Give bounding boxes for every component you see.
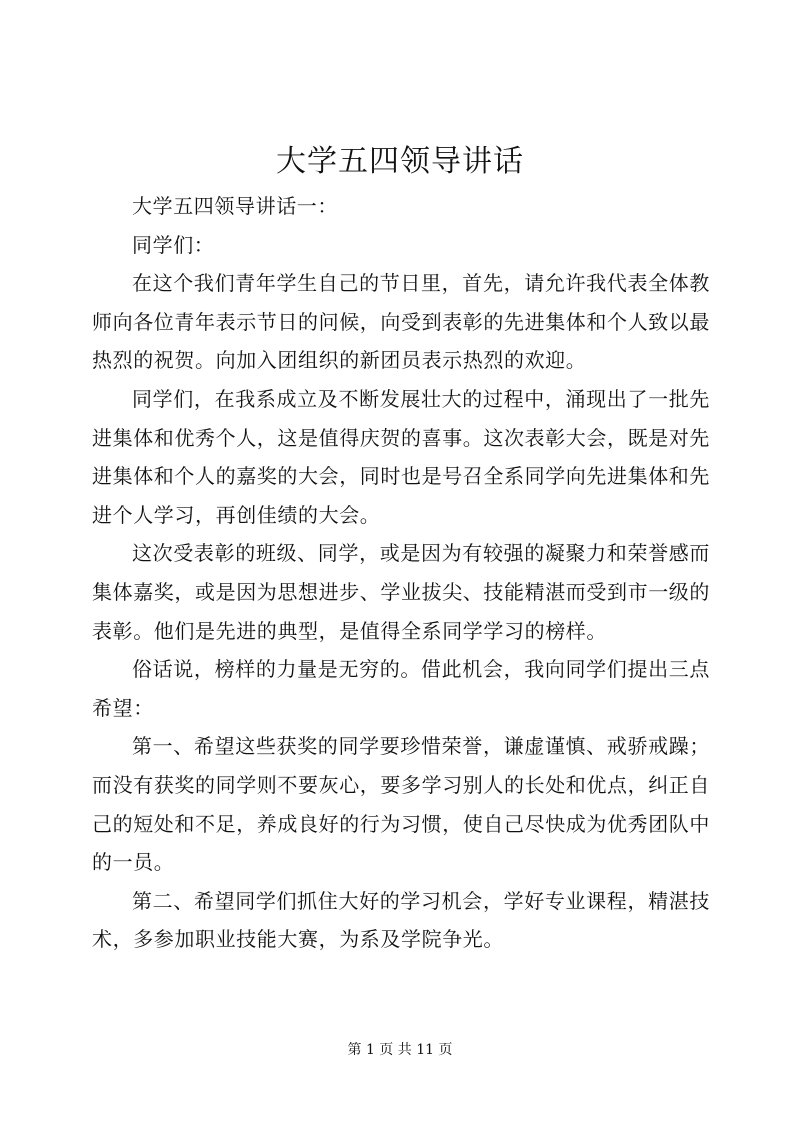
paragraph: 同学们，在我系成立及不断发展壮大的过程中，涌现出了一批先进集体和优秀个人，这是值得庆贺的喜事。这次表彰大会，既是对先进集体和个人的嘉奖的大会，同时也是号召全系同学向先进集体和先进个人学习，再创佳绩的大会。 bbox=[92, 386, 710, 527]
paragraph: 在这个我们青年学生自己的节日里，首先，请允许我代表全体教师向各位青年表示节日的问候，向受到表彰的先进集体和个人致以最热烈的祝贺。向加入团组织的新团员表示热烈的欢迎。 bbox=[92, 271, 710, 373]
paragraph: 同学们： bbox=[132, 232, 215, 257]
paragraph: 这次受表彰的班级、同学，或是因为有较强的凝聚力和荣誉感而集体嘉奖，或是因为思想进步、学业拔尖、技能精湛而受到市一级的表彰。他们是先进的典型，是值得全系同学学习的榜样。 bbox=[92, 541, 710, 643]
document-title: 大学五四领导讲话 bbox=[276, 144, 524, 179]
paragraph: 第一、希望这些获奖的同学要珍惜荣誉，谦虚谨慎、戒骄戒躁；而没有获奖的同学则不要灰心，要多学习别人的长处和优点，纠正自己的短处和不足，养成良好的行为习惯，使自己尽快成为优秀团队中的一员。 bbox=[92, 734, 710, 875]
paragraph: 俗话说，榜样的力量是无穷的。借此机会，我向同学们提出三点希望： bbox=[92, 657, 710, 720]
paragraph: 大学五四领导讲话一： bbox=[132, 194, 338, 218]
page-number-footer: 第 1 页 共 11 页 bbox=[347, 1042, 453, 1058]
paragraph: 第二、希望同学们抓住大好的学习机会，学好专业课程，精湛技术，多参加职业技能大赛，为系及学院争光。 bbox=[92, 888, 710, 952]
document-body bbox=[92, 187, 710, 959]
